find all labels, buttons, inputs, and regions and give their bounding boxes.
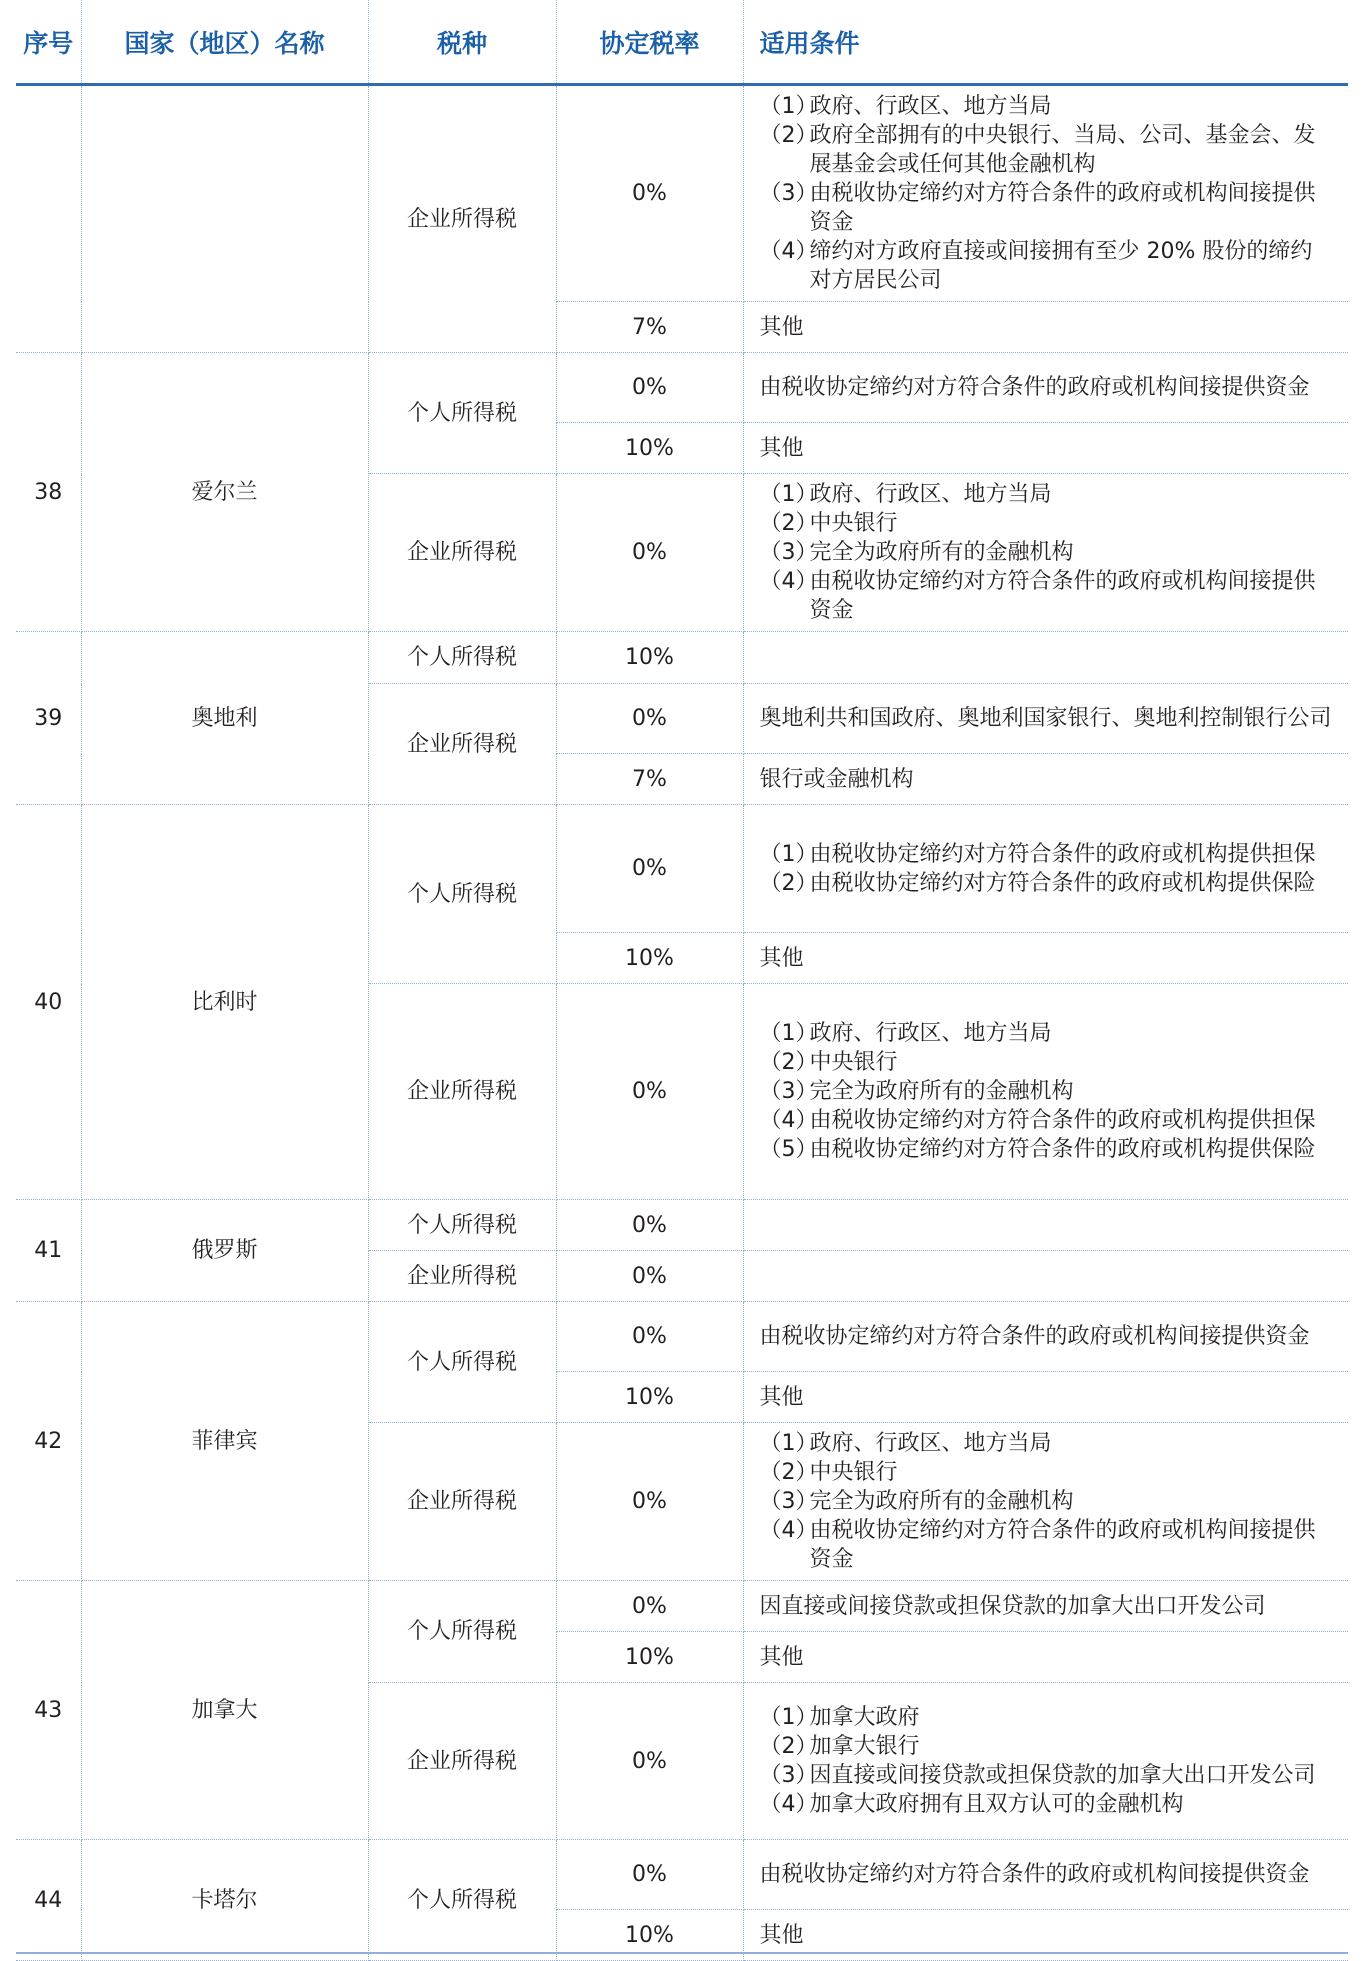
condition-line: （3）完全为政府所有的金融机构 — [759, 540, 1074, 565]
row-no: 43 — [16, 1581, 81, 1840]
row-tax-type: 企业所得税 — [368, 1423, 556, 1581]
header-treaty-rate: 协定税率 — [556, 0, 743, 85]
row-tax-type: 企业所得税 — [368, 85, 556, 353]
condition-line: （1）加拿大政府 — [759, 1705, 920, 1730]
row-rate: 0% — [556, 1302, 743, 1372]
condition-line: （2）中央银行 — [759, 1050, 898, 1075]
table-row — [16, 1302, 1348, 1372]
condition-line: （2）由税收协定缔约对方符合条件的政府或机构提供保险 — [759, 870, 1316, 896]
row-rate: 10% — [556, 1632, 743, 1683]
row-tax-type: 个人所得税 — [368, 1840, 556, 1961]
row-conditions — [743, 805, 1348, 933]
row-rate: 0% — [556, 684, 743, 754]
row-conditions: 其他 — [743, 302, 1348, 353]
condition-line: （4）由税收协定缔约对方符合条件的政府或机构提供担保 — [759, 1108, 1316, 1133]
table-bottom-rule — [16, 1952, 1348, 1954]
condition-line: （5）由税收协定缔约对方符合条件的政府或机构提供保险 — [759, 1137, 1316, 1162]
table-row — [16, 353, 1348, 423]
row-conditions — [743, 85, 1348, 302]
condition-line: （3）因直接或间接贷款或担保贷款的加拿大出口开发公司 — [759, 1763, 1316, 1788]
table-row — [16, 1200, 1348, 1251]
row-conditions: 其他 — [743, 933, 1348, 984]
row-conditions: 其他 — [743, 423, 1348, 474]
condition-line: （4）缔约对方政府直接或间接拥有至少 20% 股份的缔约对方居民公司 — [759, 239, 1313, 293]
row-tax-type: 个人所得税 — [368, 632, 556, 684]
condition-line: （2）政府全部拥有的中央银行、当局、公司、基金会、发展基金会或任何其他金融机构 — [759, 123, 1316, 177]
header-conditions: 适用条件 — [743, 0, 1348, 85]
table-row — [16, 85, 1348, 302]
condition-line: （2）中央银行 — [759, 1460, 898, 1485]
row-country: 比利时 — [81, 805, 368, 1200]
row-rate: 10% — [556, 1910, 743, 1961]
row-country: 爱尔兰 — [81, 353, 368, 632]
condition-line: （3）由税收协定缔约对方符合条件的政府或机构间接提供资金 — [759, 181, 1316, 235]
row-country: 奥地利 — [81, 632, 368, 805]
row-conditions: 其他 — [743, 1372, 1348, 1423]
row-conditions — [743, 1200, 1348, 1251]
row-no: 44 — [16, 1840, 81, 1961]
row-tax-type: 个人所得税 — [368, 1302, 556, 1423]
row-country: 加拿大 — [81, 1581, 368, 1840]
row-rate: 0% — [556, 805, 743, 933]
row-rate: 0% — [556, 1251, 743, 1302]
row-conditions — [743, 474, 1348, 632]
table — [16, 0, 1348, 1961]
row-country: 菲律宾 — [81, 1302, 368, 1581]
condition-line: （4）加拿大政府拥有且双方认可的金融机构 — [759, 1792, 1184, 1817]
row-rate: 0% — [556, 1683, 743, 1840]
row-conditions: 由税收协定缔约对方符合条件的政府或机构间接提供资金 — [743, 1302, 1348, 1372]
row-conditions — [743, 632, 1348, 684]
condition-line: （4）由税收协定缔约对方符合条件的政府或机构间接提供资金 — [759, 1518, 1316, 1572]
row-rate: 10% — [556, 933, 743, 984]
table-header-row — [16, 0, 1348, 85]
row-conditions: 因直接或间接贷款或担保贷款的加拿大出口开发公司 — [743, 1581, 1348, 1632]
row-rate: 0% — [556, 1581, 743, 1632]
condition-line: （1）由税收协定缔约对方符合条件的政府或机构提供担保 — [759, 841, 1316, 867]
row-no: 40 — [16, 805, 81, 1200]
row-conditions — [743, 984, 1348, 1200]
row-conditions — [743, 1683, 1348, 1840]
row-country-cell — [81, 85, 368, 353]
row-no: 38 — [16, 353, 81, 632]
condition-line: （2）中央银行 — [759, 511, 898, 536]
header-tax-type: 税种 — [368, 0, 556, 85]
row-rate: 0% — [556, 1423, 743, 1581]
condition-line: （3）完全为政府所有的金融机构 — [759, 1079, 1074, 1104]
row-no: 39 — [16, 632, 81, 805]
row-country: 俄罗斯 — [81, 1200, 368, 1302]
row-conditions: 奥地利共和国政府、奥地利国家银行、奥地利控制银行公司 — [743, 684, 1348, 754]
row-tax-type: 企业所得税 — [368, 1683, 556, 1840]
row-conditions: 其他 — [743, 1910, 1348, 1961]
condition-line: （1）政府、行政区、地方当局 — [759, 1021, 1052, 1046]
row-tax-type: 个人所得税 — [368, 353, 556, 474]
row-conditions — [743, 1251, 1348, 1302]
condition-line: （2）加拿大银行 — [759, 1734, 920, 1759]
condition-line: （1）政府、行政区、地方当局 — [759, 94, 1052, 119]
row-rate: 7% — [556, 754, 743, 805]
row-tax-type: 企业所得税 — [368, 1251, 556, 1302]
row-tax-type: 个人所得税 — [368, 1581, 556, 1683]
row-rate: 0% — [556, 85, 743, 302]
row-no-cell — [16, 85, 81, 353]
table-row — [16, 805, 1348, 933]
row-no: 41 — [16, 1200, 81, 1302]
table-row — [16, 1581, 1348, 1632]
row-conditions: 其他 — [743, 1632, 1348, 1683]
row-rate: 0% — [556, 474, 743, 632]
treaty-rate-table — [16, 0, 1348, 1961]
row-rate: 10% — [556, 1372, 743, 1423]
condition-line: （3）完全为政府所有的金融机构 — [759, 1489, 1074, 1514]
row-conditions — [743, 1423, 1348, 1581]
row-tax-type: 企业所得税 — [368, 684, 556, 805]
row-conditions: 银行或金融机构 — [743, 754, 1348, 805]
condition-line: （4）由税收协定缔约对方符合条件的政府或机构间接提供资金 — [759, 569, 1316, 623]
table-row — [16, 632, 1348, 684]
row-country: 卡塔尔 — [81, 1840, 368, 1961]
header-no: 序号 — [16, 0, 81, 85]
row-tax-type: 企业所得税 — [368, 474, 556, 632]
row-rate: 0% — [556, 1200, 743, 1251]
row-rate: 10% — [556, 632, 743, 684]
condition-line: （1）政府、行政区、地方当局 — [759, 1431, 1052, 1456]
header-country: 国家（地区）名称 — [81, 0, 368, 85]
row-tax-type: 个人所得税 — [368, 1200, 556, 1251]
row-tax-type: 企业所得税 — [368, 984, 556, 1200]
row-rate: 0% — [556, 984, 743, 1200]
row-rate: 10% — [556, 423, 743, 474]
row-conditions: 由税收协定缔约对方符合条件的政府或机构间接提供资金 — [743, 1840, 1348, 1910]
row-rate: 0% — [556, 353, 743, 423]
condition-line: （1）政府、行政区、地方当局 — [759, 482, 1052, 507]
row-rate: 0% — [556, 1840, 743, 1910]
row-rate: 7% — [556, 302, 743, 353]
row-tax-type: 个人所得税 — [368, 805, 556, 984]
row-no: 42 — [16, 1302, 81, 1581]
row-conditions: 由税收协定缔约对方符合条件的政府或机构间接提供资金 — [743, 353, 1348, 423]
table-row — [16, 1840, 1348, 1910]
